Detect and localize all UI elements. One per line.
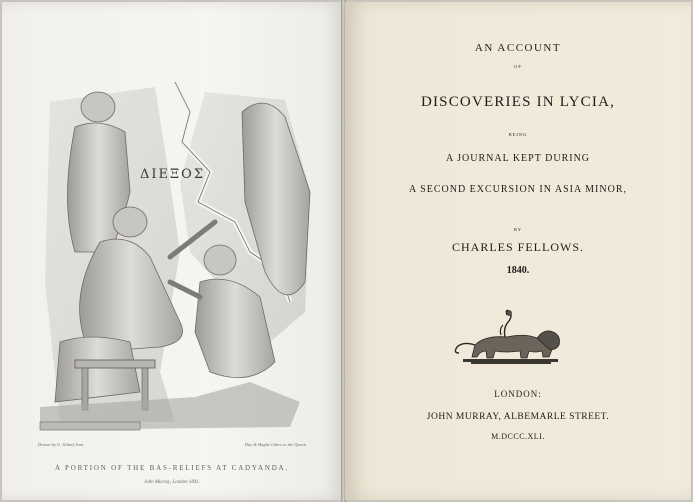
subtitle-line-2: A SECOND EXCURSION IN ASIA MINOR,: [408, 184, 628, 195]
artist-credit: Drawn by G. Scharf Junr: [38, 442, 84, 447]
plate-caption: A PORTION OF THE BAS-RELIEFS AT CADYANDA.: [55, 464, 289, 472]
bas-relief-illustration: [20, 42, 330, 432]
plate-publisher: John Murray, London 1841.: [143, 480, 201, 485]
main-title: DISCOVERIES IN LYCIA,: [420, 94, 616, 110]
imprint-city: LONDON:: [494, 389, 542, 399]
author-name: CHARLES FELLOWS.: [451, 240, 584, 254]
title-line-by: BY: [513, 227, 523, 232]
greek-inscription: ΔΙΕΞΟΣ: [140, 167, 206, 182]
title-year: 1840.: [506, 265, 530, 276]
lion-vignette: [445, 305, 570, 371]
lithographer-credit: Day & Haghe Lithrs to the Queen: [244, 442, 306, 447]
imprint-publisher: JOHN MURRAY, ALBEMARLE STREET.: [426, 412, 610, 422]
frontispiece-page: [2, 2, 342, 500]
title-page: [345, 2, 691, 500]
title-line-being: BEING: [508, 132, 528, 137]
title-line-of: OF: [514, 64, 522, 69]
imprint-date: M.DCCC.XLI.: [491, 432, 545, 441]
title-line-account: AN ACCOUNT: [474, 42, 562, 54]
subtitle-line-1: A JOURNAL KEPT DURING: [445, 153, 591, 164]
